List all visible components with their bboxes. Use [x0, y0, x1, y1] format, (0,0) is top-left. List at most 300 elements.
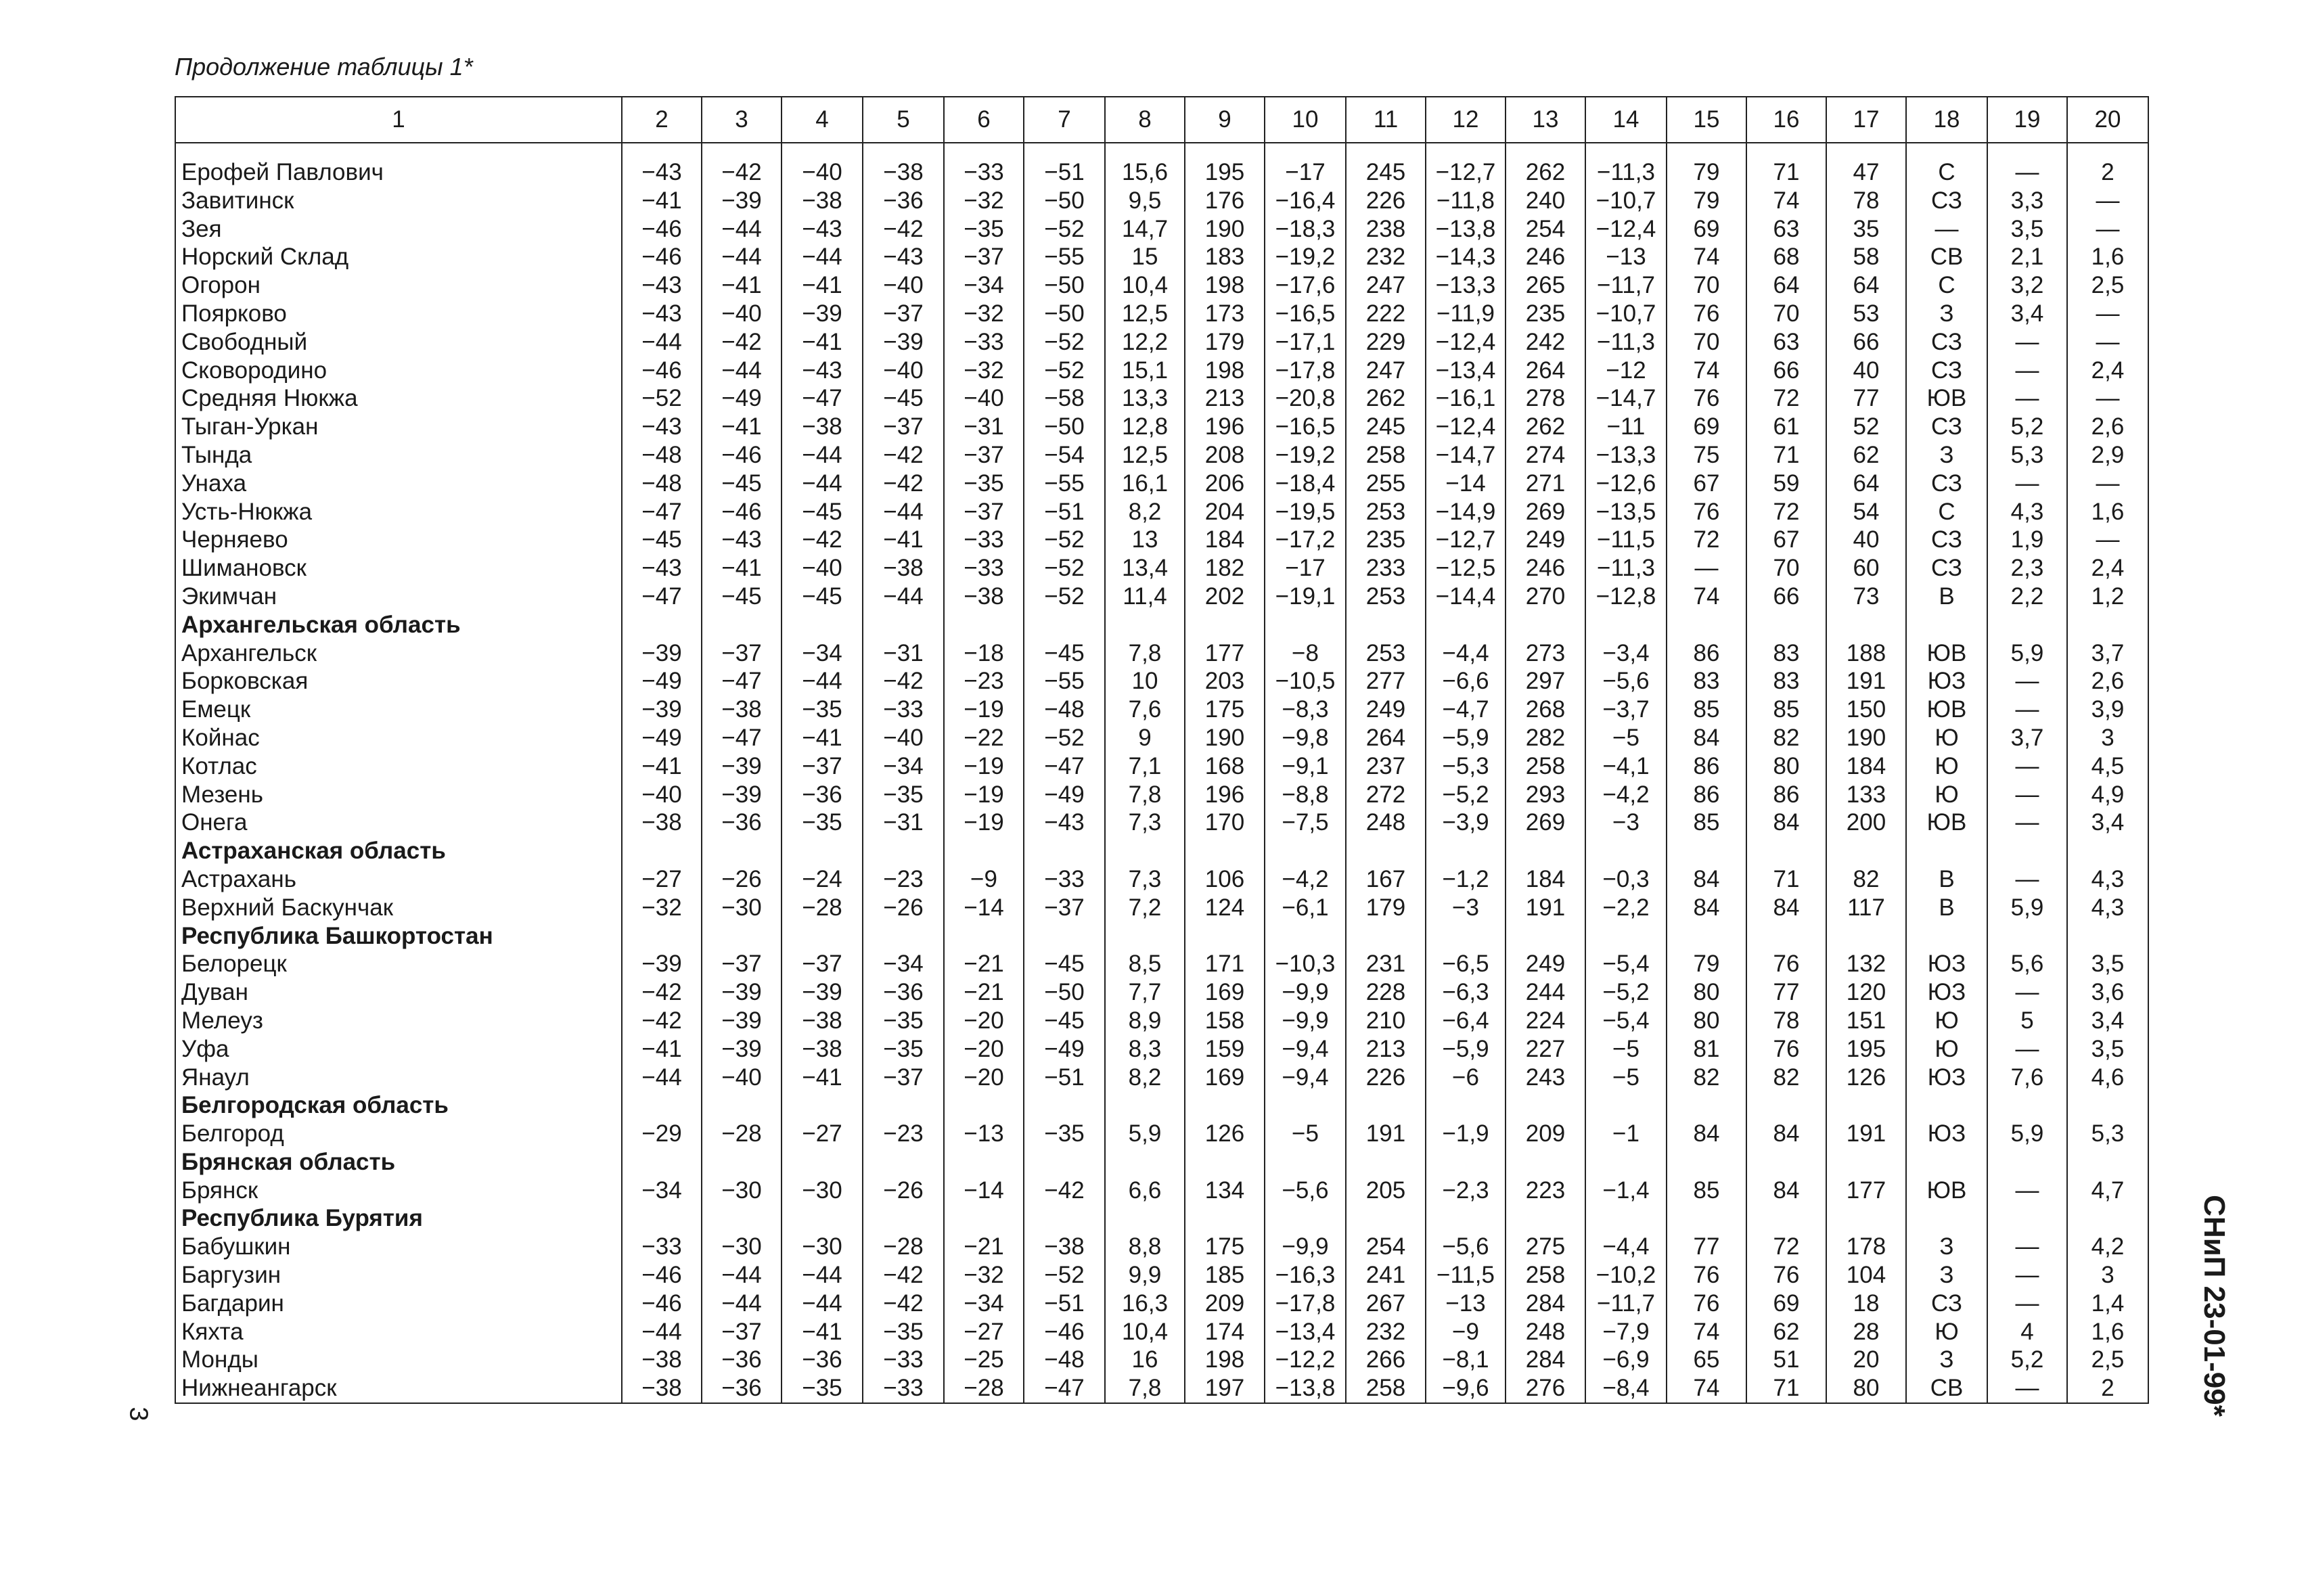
value-cell-col19: — — [1987, 781, 2067, 809]
value-cell-col9: 208 — [1185, 441, 1265, 470]
value-cell-col17: 58 — [1826, 243, 1906, 271]
value-cell-col11: 272 — [1346, 781, 1426, 809]
value-cell-col7: −46 — [1024, 1318, 1105, 1346]
value-cell-col4: −37 — [782, 950, 863, 978]
value-cell-col8: 11,4 — [1105, 583, 1185, 611]
column-header-3: 3 — [702, 97, 782, 143]
value-cell-col2 — [622, 611, 702, 639]
value-cell-col10: −18,3 — [1265, 215, 1346, 244]
value-cell-col16: 59 — [1746, 470, 1826, 498]
value-cell-col19: 3,3 — [1987, 187, 2067, 215]
value-cell-col16: 71 — [1746, 441, 1826, 470]
value-cell-col20: 2,4 — [2067, 357, 2148, 385]
value-cell-col18: — — [1906, 215, 1987, 244]
value-cell-col15: 76 — [1667, 498, 1746, 526]
value-cell-col18: ЮВ — [1906, 696, 1987, 724]
station-name: Тында — [175, 441, 622, 470]
value-cell-col13: 184 — [1506, 865, 1585, 894]
value-cell-col10: −19,2 — [1265, 441, 1346, 470]
value-cell-col12: −9 — [1426, 1318, 1506, 1346]
value-cell-col13: 271 — [1506, 470, 1585, 498]
value-cell-col10 — [1265, 1204, 1346, 1233]
value-cell-col14: −11,5 — [1585, 526, 1667, 554]
value-cell-col3: −47 — [702, 724, 782, 752]
value-cell-col20: 2 — [2067, 1374, 2148, 1403]
value-cell-col5: −35 — [863, 1318, 944, 1346]
value-cell-col11: 249 — [1346, 696, 1426, 724]
value-cell-col2 — [622, 922, 702, 951]
value-cell-col6: −19 — [944, 696, 1024, 724]
value-cell-col20: — — [2067, 187, 2148, 215]
value-cell-col15: 67 — [1667, 470, 1746, 498]
value-cell-col10: −17 — [1265, 158, 1346, 187]
value-cell-col20: — — [2067, 328, 2148, 357]
value-cell-col10: −19,1 — [1265, 583, 1346, 611]
value-cell-col10: −4,2 — [1265, 865, 1346, 894]
value-cell-col7 — [1024, 611, 1105, 639]
value-cell-col12: −1,9 — [1426, 1120, 1506, 1148]
value-cell-col17: 104 — [1826, 1261, 1906, 1290]
value-cell-col12: −13 — [1426, 1290, 1506, 1318]
region-name: Республика Бурятия — [175, 1204, 622, 1233]
value-cell-col14: −5,2 — [1585, 978, 1667, 1007]
value-cell-col3 — [702, 1148, 782, 1177]
value-cell-col12: −16,1 — [1426, 384, 1506, 413]
value-cell-col19 — [1987, 1091, 2067, 1120]
value-cell-col18: ЮЗ — [1906, 1064, 1987, 1092]
station-name: Нижнеангарск — [175, 1374, 622, 1403]
value-cell-col4: −44 — [782, 1290, 863, 1318]
value-cell-col16: 72 — [1746, 1233, 1826, 1261]
value-cell-col14 — [1585, 1148, 1667, 1177]
value-cell-col5: −40 — [863, 271, 944, 300]
value-cell-col8: 15,1 — [1105, 357, 1185, 385]
value-cell-col17: 120 — [1826, 978, 1906, 1007]
value-cell-col11: 253 — [1346, 639, 1426, 668]
value-cell-col13: 244 — [1506, 978, 1585, 1007]
table-row — [175, 271, 2148, 300]
value-cell-col18 — [1906, 837, 1987, 865]
value-cell-col9: 197 — [1185, 1374, 1265, 1403]
table-row — [175, 1290, 2148, 1318]
value-cell-col14: −4,2 — [1585, 781, 1667, 809]
value-cell-col4: −35 — [782, 808, 863, 837]
value-cell-col2: −44 — [622, 1064, 702, 1092]
value-cell-col2 — [622, 1148, 702, 1177]
value-cell-col4: −36 — [782, 1346, 863, 1374]
value-cell-col16 — [1746, 1148, 1826, 1177]
value-cell-col3: −44 — [702, 243, 782, 271]
value-cell-col4: −44 — [782, 441, 863, 470]
value-cell-col10: −8,3 — [1265, 696, 1346, 724]
value-cell-col5: −37 — [863, 1064, 944, 1092]
table-row — [175, 384, 2148, 413]
spacer-cell — [1987, 143, 2067, 158]
value-cell-col19: — — [1987, 1290, 2067, 1318]
table-row — [175, 357, 2148, 385]
value-cell-col20: 3,5 — [2067, 1035, 2148, 1064]
value-cell-col6 — [944, 611, 1024, 639]
spacer-cell — [175, 143, 622, 158]
value-cell-col18: Ю — [1906, 1007, 1987, 1035]
value-cell-col7: −50 — [1024, 413, 1105, 441]
value-cell-col6: −19 — [944, 781, 1024, 809]
value-cell-col7: −50 — [1024, 271, 1105, 300]
value-cell-col2: −44 — [622, 1318, 702, 1346]
station-name: Средняя Нюкжа — [175, 384, 622, 413]
value-cell-col17: 40 — [1826, 526, 1906, 554]
value-cell-col2: −47 — [622, 498, 702, 526]
value-cell-col3: −38 — [702, 696, 782, 724]
value-cell-col18: ЮВ — [1906, 1177, 1987, 1205]
value-cell-col6: −33 — [944, 554, 1024, 583]
value-cell-col16 — [1746, 837, 1826, 865]
value-cell-col19: 5,3 — [1987, 441, 2067, 470]
value-cell-col20 — [2067, 922, 2148, 951]
column-header-19: 19 — [1987, 97, 2067, 143]
value-cell-col11: 253 — [1346, 583, 1426, 611]
value-cell-col3: −42 — [702, 158, 782, 187]
value-cell-col5: −44 — [863, 498, 944, 526]
value-cell-col6 — [944, 1091, 1024, 1120]
page-number — [118, 1394, 158, 1434]
station-name: Онега — [175, 808, 622, 837]
value-cell-col20: 4,2 — [2067, 1233, 2148, 1261]
value-cell-col14: −5,4 — [1585, 950, 1667, 978]
value-cell-col17 — [1826, 1148, 1906, 1177]
value-cell-col20: 3 — [2067, 724, 2148, 752]
value-cell-col17: 52 — [1826, 413, 1906, 441]
value-cell-col2: −48 — [622, 441, 702, 470]
value-cell-col3 — [702, 922, 782, 951]
value-cell-col8: 7,6 — [1105, 696, 1185, 724]
value-cell-col7: −33 — [1024, 865, 1105, 894]
value-cell-col5: −36 — [863, 978, 944, 1007]
value-cell-col3: −44 — [702, 1290, 782, 1318]
value-cell-col11: 213 — [1346, 1035, 1426, 1064]
value-cell-col8 — [1105, 1204, 1185, 1233]
value-cell-col5 — [863, 1091, 944, 1120]
value-cell-col19 — [1987, 837, 2067, 865]
value-cell-col14: −5,6 — [1585, 667, 1667, 696]
value-cell-col3: −37 — [702, 1318, 782, 1346]
value-cell-col13: 235 — [1506, 300, 1585, 328]
value-cell-col4: −40 — [782, 554, 863, 583]
value-cell-col17: 62 — [1826, 441, 1906, 470]
value-cell-col17: 132 — [1826, 950, 1906, 978]
value-cell-col5 — [863, 837, 944, 865]
value-cell-col15: 84 — [1667, 724, 1746, 752]
table-row — [175, 1374, 2148, 1403]
value-cell-col14: −13,3 — [1585, 441, 1667, 470]
value-cell-col19: 4,3 — [1987, 498, 2067, 526]
table-header-row — [175, 97, 2148, 143]
value-cell-col14: −11 — [1585, 413, 1667, 441]
value-cell-col2: −29 — [622, 1120, 702, 1148]
column-header-1: 1 — [175, 97, 622, 143]
value-cell-col19 — [1987, 1148, 2067, 1177]
value-cell-col14: −13,5 — [1585, 498, 1667, 526]
value-cell-col12: −14,4 — [1426, 583, 1506, 611]
value-cell-col3: −39 — [702, 187, 782, 215]
table-row — [175, 328, 2148, 357]
value-cell-col5 — [863, 611, 944, 639]
value-cell-col16: 83 — [1746, 667, 1826, 696]
value-cell-col12: −5,9 — [1426, 724, 1506, 752]
value-cell-col2: −41 — [622, 752, 702, 781]
table-row — [175, 1233, 2148, 1261]
value-cell-col13: 270 — [1506, 583, 1585, 611]
value-cell-col7: −52 — [1024, 357, 1105, 385]
value-cell-col5 — [863, 922, 944, 951]
station-name: Янаул — [175, 1064, 622, 1092]
value-cell-col13: 262 — [1506, 413, 1585, 441]
value-cell-col15 — [1667, 922, 1746, 951]
value-cell-col19: — — [1987, 865, 2067, 894]
value-cell-col19: — — [1987, 1374, 2067, 1403]
value-cell-col5: −42 — [863, 441, 944, 470]
value-cell-col2: −39 — [622, 639, 702, 668]
value-cell-col19: 2,3 — [1987, 554, 2067, 583]
value-cell-col14: −10,7 — [1585, 300, 1667, 328]
value-cell-col16: 71 — [1746, 865, 1826, 894]
value-cell-col19 — [1987, 1204, 2067, 1233]
value-cell-col6: −25 — [944, 1346, 1024, 1374]
value-cell-col10: −5,6 — [1265, 1177, 1346, 1205]
value-cell-col5: −42 — [863, 215, 944, 244]
column-header-14: 14 — [1585, 97, 1667, 143]
value-cell-col17: 47 — [1826, 158, 1906, 187]
value-cell-col9: 198 — [1185, 271, 1265, 300]
spacer-cell — [1265, 143, 1346, 158]
value-cell-col6: −14 — [944, 1177, 1024, 1205]
value-cell-col4: −36 — [782, 781, 863, 809]
value-cell-col4: −41 — [782, 1318, 863, 1346]
value-cell-col9: 185 — [1185, 1261, 1265, 1290]
value-cell-col15: 80 — [1667, 1007, 1746, 1035]
value-cell-col16: 63 — [1746, 328, 1826, 357]
value-cell-col17: 40 — [1826, 357, 1906, 385]
value-cell-col17 — [1826, 922, 1906, 951]
spacer-cell — [1506, 143, 1585, 158]
value-cell-col16: 72 — [1746, 384, 1826, 413]
value-cell-col20 — [2067, 1148, 2148, 1177]
value-cell-col15: 74 — [1667, 1318, 1746, 1346]
value-cell-col10 — [1265, 611, 1346, 639]
value-cell-col9: 198 — [1185, 1346, 1265, 1374]
value-cell-col19: 3,7 — [1987, 724, 2067, 752]
value-cell-col7: −51 — [1024, 498, 1105, 526]
value-cell-col15: 76 — [1667, 384, 1746, 413]
value-cell-col6: −34 — [944, 271, 1024, 300]
value-cell-col7: −52 — [1024, 215, 1105, 244]
value-cell-col20: 3,4 — [2067, 808, 2148, 837]
column-header-11: 11 — [1346, 97, 1426, 143]
value-cell-col20: 3,4 — [2067, 1007, 2148, 1035]
value-cell-col3: −42 — [702, 328, 782, 357]
value-cell-col19: 2,2 — [1987, 583, 2067, 611]
value-cell-col12: −2,3 — [1426, 1177, 1506, 1205]
value-cell-col11: 228 — [1346, 978, 1426, 1007]
value-cell-col3: −44 — [702, 357, 782, 385]
value-cell-col11 — [1346, 922, 1426, 951]
value-cell-col8: 15 — [1105, 243, 1185, 271]
value-cell-col11: 191 — [1346, 1120, 1426, 1148]
value-cell-col11: 258 — [1346, 1374, 1426, 1403]
value-cell-col16: 66 — [1746, 357, 1826, 385]
value-cell-col14: −10,2 — [1585, 1261, 1667, 1290]
value-cell-col18: СЗ — [1906, 526, 1987, 554]
value-cell-col17: 77 — [1826, 384, 1906, 413]
value-cell-col17: 117 — [1826, 894, 1906, 922]
region-name: Брянская область — [175, 1148, 622, 1177]
value-cell-col20 — [2067, 611, 2148, 639]
value-cell-col12: −12,5 — [1426, 554, 1506, 583]
value-cell-col6: −18 — [944, 639, 1024, 668]
value-cell-col3: −41 — [702, 554, 782, 583]
value-cell-col14: −0,3 — [1585, 865, 1667, 894]
value-cell-col3: −37 — [702, 639, 782, 668]
value-cell-col15: 82 — [1667, 1064, 1746, 1092]
value-cell-col19: — — [1987, 470, 2067, 498]
value-cell-col7: −55 — [1024, 667, 1105, 696]
value-cell-col17: 54 — [1826, 498, 1906, 526]
value-cell-col11: 254 — [1346, 1233, 1426, 1261]
value-cell-col16: 85 — [1746, 696, 1826, 724]
value-cell-col14: −5 — [1585, 1035, 1667, 1064]
value-cell-col2: −49 — [622, 667, 702, 696]
value-cell-col3: −41 — [702, 413, 782, 441]
value-cell-col15: 76 — [1667, 300, 1746, 328]
value-cell-col8: 12,2 — [1105, 328, 1185, 357]
value-cell-col18 — [1906, 1091, 1987, 1120]
value-cell-col20: 4,3 — [2067, 894, 2148, 922]
value-cell-col10 — [1265, 837, 1346, 865]
value-cell-col7: −47 — [1024, 752, 1105, 781]
value-cell-col7: −50 — [1024, 978, 1105, 1007]
value-cell-col9: 204 — [1185, 498, 1265, 526]
value-cell-col19: 5,2 — [1987, 1346, 2067, 1374]
station-name: Брянск — [175, 1177, 622, 1205]
column-header-16: 16 — [1746, 97, 1826, 143]
value-cell-col11: 245 — [1346, 413, 1426, 441]
value-cell-col12: −8,1 — [1426, 1346, 1506, 1374]
value-cell-col20: 1,6 — [2067, 243, 2148, 271]
value-cell-col9: 190 — [1185, 724, 1265, 752]
value-cell-col10: −19,2 — [1265, 243, 1346, 271]
value-cell-col10: −16,4 — [1265, 187, 1346, 215]
value-cell-col3: −36 — [702, 808, 782, 837]
station-name: Завитинск — [175, 187, 622, 215]
value-cell-col19: — — [1987, 808, 2067, 837]
document-code-text: СНиП 23-01-99* — [2198, 1195, 2231, 1417]
value-cell-col12: −13,3 — [1426, 271, 1506, 300]
value-cell-col11: 167 — [1346, 865, 1426, 894]
value-cell-col17: 200 — [1826, 808, 1906, 837]
value-cell-col3: −39 — [702, 978, 782, 1007]
value-cell-col7: −52 — [1024, 526, 1105, 554]
value-cell-col18: Ю — [1906, 1035, 1987, 1064]
value-cell-col8: 7,2 — [1105, 894, 1185, 922]
page-number-text: 3 — [124, 1407, 153, 1421]
value-cell-col18: ЮВ — [1906, 808, 1987, 837]
value-cell-col2: −43 — [622, 413, 702, 441]
value-cell-col16 — [1746, 922, 1826, 951]
value-cell-col2: −45 — [622, 526, 702, 554]
value-cell-col14: −12,4 — [1585, 215, 1667, 244]
value-cell-col14: −4,4 — [1585, 1233, 1667, 1261]
value-cell-col14: −7,9 — [1585, 1318, 1667, 1346]
station-name: Унаха — [175, 470, 622, 498]
value-cell-col9 — [1185, 1091, 1265, 1120]
value-cell-col11: 238 — [1346, 215, 1426, 244]
value-cell-col3: −28 — [702, 1120, 782, 1148]
value-cell-col9: 202 — [1185, 583, 1265, 611]
value-cell-col18 — [1906, 1148, 1987, 1177]
value-cell-col17: 60 — [1826, 554, 1906, 583]
value-cell-col3: −39 — [702, 1035, 782, 1064]
value-cell-col17: 191 — [1826, 667, 1906, 696]
value-cell-col10: −13,4 — [1265, 1318, 1346, 1346]
value-cell-col4 — [782, 1204, 863, 1233]
value-cell-col13 — [1506, 1091, 1585, 1120]
table-row — [175, 413, 2148, 441]
value-cell-col14: −12,6 — [1585, 470, 1667, 498]
value-cell-col15: 84 — [1667, 1120, 1746, 1148]
value-cell-col18: Ю — [1906, 752, 1987, 781]
value-cell-col4 — [782, 611, 863, 639]
station-name: Сковородино — [175, 357, 622, 385]
value-cell-col20 — [2067, 1091, 2148, 1120]
value-cell-col18 — [1906, 922, 1987, 951]
value-cell-col18: СВ — [1906, 243, 1987, 271]
table-row — [175, 667, 2148, 696]
station-name: Зея — [175, 215, 622, 244]
value-cell-col15: 81 — [1667, 1035, 1746, 1064]
document-code — [2180, 1170, 2248, 1441]
value-cell-col9: 203 — [1185, 667, 1265, 696]
value-cell-col8: 10,4 — [1105, 1318, 1185, 1346]
value-cell-col6: −21 — [944, 978, 1024, 1007]
value-cell-col19: 2,1 — [1987, 243, 2067, 271]
value-cell-col16: 86 — [1746, 781, 1826, 809]
value-cell-col2: −43 — [622, 300, 702, 328]
value-cell-col12: −6 — [1426, 1064, 1506, 1092]
table-row — [175, 1318, 2148, 1346]
spacer-cell — [1746, 143, 1826, 158]
value-cell-col20: 1,6 — [2067, 498, 2148, 526]
value-cell-col18: СВ — [1906, 1374, 1987, 1403]
value-cell-col8: 7,3 — [1105, 865, 1185, 894]
value-cell-col4: −34 — [782, 639, 863, 668]
value-cell-col9: 182 — [1185, 554, 1265, 583]
value-cell-col7: −55 — [1024, 470, 1105, 498]
value-cell-col7: −52 — [1024, 554, 1105, 583]
value-cell-col18: С — [1906, 158, 1987, 187]
value-cell-col5: −28 — [863, 1233, 944, 1261]
value-cell-col19: 5,9 — [1987, 894, 2067, 922]
value-cell-col11: 222 — [1346, 300, 1426, 328]
value-cell-col5: −35 — [863, 1035, 944, 1064]
column-header-4: 4 — [782, 97, 863, 143]
value-cell-col16: 67 — [1746, 526, 1826, 554]
value-cell-col12: −6,5 — [1426, 950, 1506, 978]
value-cell-col12: −11,8 — [1426, 187, 1506, 215]
value-cell-col4 — [782, 1091, 863, 1120]
value-cell-col20: — — [2067, 470, 2148, 498]
value-cell-col18: В — [1906, 894, 1987, 922]
value-cell-col18: С — [1906, 498, 1987, 526]
